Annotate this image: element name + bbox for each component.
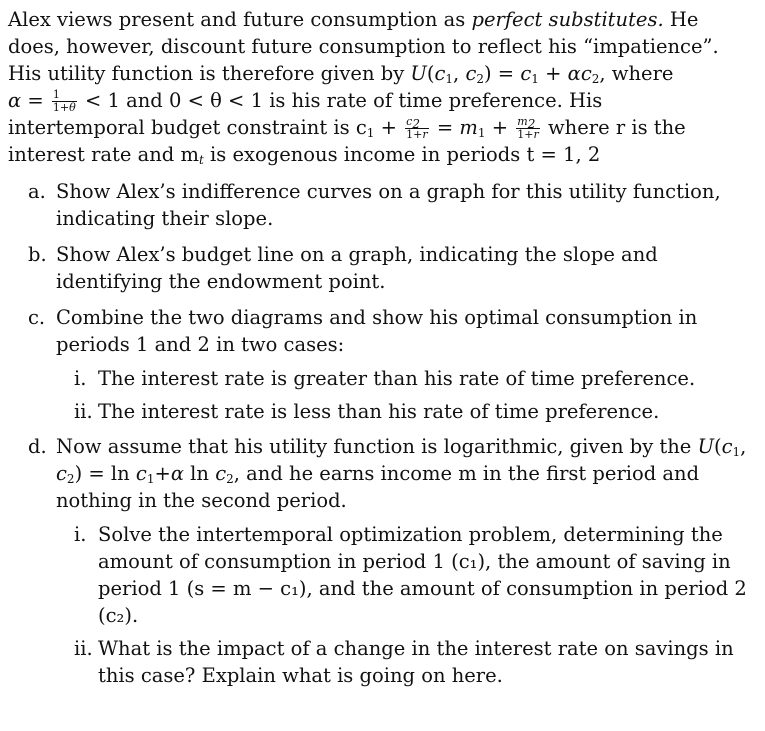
question-text: Show Alex’s indifference curves on a graph for this utility function, indicating their slope. <box>56 180 721 230</box>
alpha-definition: α = $\frac{1}{1+\theta}$ <box>8 88 76 114</box>
subquestion-text: The interest rate is greater than his rate of time preference. <box>98 367 696 390</box>
question-text: Now assume that his utility function is logarithmic, given by the $U(c_1$, $c_2) = \ln c_1+\alpha$ $\ln c_2$, and he earns income m in the first period and nothing in the second period. <box>56 435 747 512</box>
intro-line-6: interest rate and $m_t$ is exogenous income in periods t = 1, 2 <box>8 143 601 167</box>
problem-intro <box>8 6 751 168</box>
question-label: d. <box>28 435 47 458</box>
question-c-i <box>8 365 751 392</box>
question-label: c. <box>28 306 46 329</box>
question-d-subitems <box>8 521 751 689</box>
question-c-ii <box>8 398 751 425</box>
question-d-i <box>8 521 751 629</box>
question-d-ii <box>8 635 751 689</box>
intro-line-3: His utility function is therefore given by $U(c_1$, $c_2) = c_1 + \alpha c_2$, where <box>8 62 674 86</box>
subquestion-text: Solve the intertemporal optimization problem, determining the amount of consumption in period 1 (c₁), the amount of saving in period 1 (s = m − c₁), and the amount of consumption in period 2 (c₂). <box>98 523 747 627</box>
subquestion-label: ii. <box>74 400 93 423</box>
intro-line-4: α = $\frac{1}{1+\theta}$ < 1 and 0 < θ < 1 is his rate of time preference. His <box>8 88 603 114</box>
question-label: a. <box>28 180 46 203</box>
intro-line-1: Alex views present and future consumption as perfect substitutes. He <box>8 8 699 31</box>
question-c-subitems <box>8 365 751 425</box>
subquestion-label: i. <box>74 523 87 546</box>
question-c <box>8 304 751 358</box>
intro-line-5: intertemporal budget constraint is $c_1$ + $\frac{c_2}{1+r}$ = $m_1$ + $\frac{m_2}{1+r}$ where r is the <box>8 115 686 141</box>
emphasis-perfect-substitutes: perfect substitutes. <box>471 8 664 31</box>
question-label: b. <box>28 243 47 266</box>
question-b <box>8 241 751 295</box>
question-text: Show Alex’s budget line on a graph, indicating the slope and identifying the endowment point. <box>56 243 658 293</box>
subquestion-text: What is the impact of a change in the interest rate on savings in this case? Explain what is going on here. <box>98 637 734 687</box>
utility-formula: $U(c_1$, $c_2) = c_1 + \alpha c_2$ <box>410 62 600 86</box>
question-a <box>8 178 751 232</box>
subquestion-label: ii. <box>74 637 93 660</box>
intro-line-2: does, however, discount future consumption to reflect his “impatience”. <box>8 35 719 58</box>
subquestion-label: i. <box>74 367 87 390</box>
question-list <box>8 178 751 689</box>
question-d <box>8 433 751 514</box>
question-text: Combine the two diagrams and show his optimal consumption in periods 1 and 2 in two cases: <box>56 306 698 356</box>
subquestion-text: The interest rate is less than his rate of time preference. <box>98 400 660 423</box>
log-utility-formula: $U(c_1$, $c_2) = \ln c_1+\alpha$ $\ln c_2$ <box>56 435 747 486</box>
